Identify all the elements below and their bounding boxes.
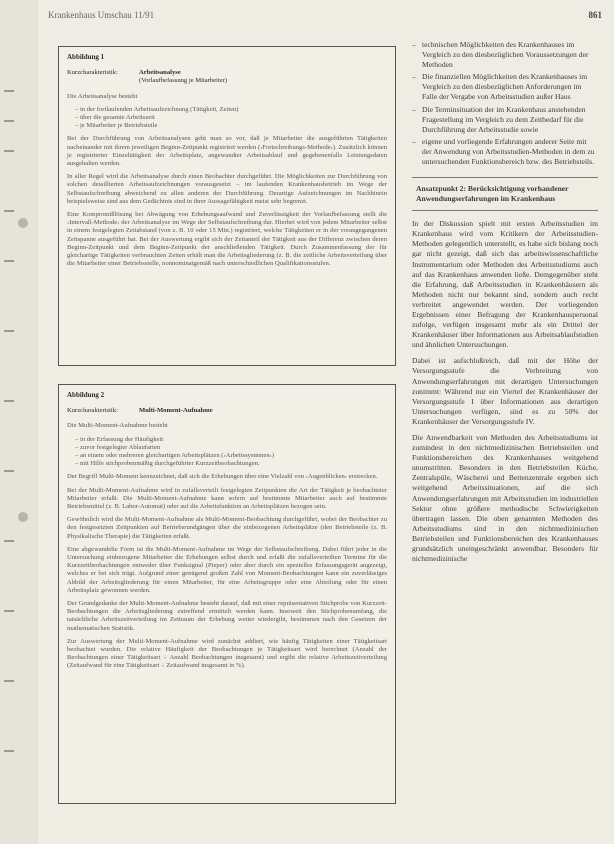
characteristic-value: Arbeitsanalyse xyxy=(139,69,181,77)
figure-2-paragraph: Der Grundgedanke der Multi-Moment-Aufnahme besteht darauf, daß mit einer repräsentativen Stichprobe von Kurzzeit-Beobachtungen die Arbeitsgliederung zutreffend ermittelt werden kann. Insoweit den Stichprobenumfang, die tatsächliche Arbeitszeitverteilung im Zeitraum der Erhebung weiter wiedergibt, bestimmen nach den Gesetzen der mathematischen Statistik. xyxy=(67,600,387,632)
body-paragraph: Dabei ist aufschlußreich, daß mit der Höhe der Versorgungsstufe die Verbreitung von Anwendungserfahrungen mit derartigen Untersuchungen zunimmt: Während nur ein Viertel der Krankenhäuser der Versorgungsstufe I über Informationen aus derartigen Untersuchungen verfügen, sind es zu 50% der Krankenhäuser der Versorgungsstufe IV. xyxy=(412,356,598,426)
figure-2-paragraph: Eine abgewandelte Form ist die Multi-Moment-Aufnahme im Wege der Selbstaufschreibung. Dabei führt jeder in die Untersuchung einbezogene Mitarbeiter die Erhebungen selbst durch und erfaßt die zufallsverteilten Termine für die Kurzzeitbeobachtungen entweder über Funksignal (Pieper) oder aber durch ein spezielles Erfassungsgerät angezeigt, welches er bei sich trägt. Aufgrund einer genügend großen Zahl von Moment-Beobachtungen kann ein zuverlässiges Abbild der Arbeitsgliederung für einen Mitarbeiter, für eine Arbeitsgruppe oder eine Abteilung oder für einen Arbeitsplatz gewonnen werden. xyxy=(67,545,387,594)
figure-1-label: Abbildung 1 xyxy=(67,53,105,61)
characteristic-value: Multi-Moment-Aufnahme xyxy=(139,407,213,415)
figure-2-paragraph: Der Begriff Multi-Moment kennzeichnet, daß sich die Erhebungen über eine Vielzahl von ›Augenblicken‹ erstrecken. xyxy=(67,473,378,481)
list-item: – über die gesamte Arbeitszeit xyxy=(75,114,387,122)
list-item: – je Mitarbeiter je Betriebsteile xyxy=(75,122,387,130)
figure-2-characteristic xyxy=(67,407,387,415)
page-number: 861 xyxy=(588,10,602,20)
figure-1-intro: Die Arbeitsanalyse besteht xyxy=(67,92,138,100)
figure-2-paragraph: Bei der Multi-Moment-Aufnahme wird in zufallsverteilt festgelegten Zeitpunkten die Art der Tätigkeit je beobachteter Mitarbeiter erfaßt. Die Multi-Moment-Aufnahme kann sofern auf bestimmte Mitarbeiter auch auf bestimmte Betriebsmittel (z. B. Labor-Automat) oder auf die Arbeitsfunktion an Arbeitsplätzen bezogen sein. xyxy=(67,486,387,511)
characteristic-sub: (Vorlaufbefassung je Mitarbeiter) xyxy=(139,77,228,85)
figure-1-list xyxy=(67,106,387,131)
list-item: – in der fortlaufenden Arbeitsaufzeichnung (Tätigkeit, Zeiten) xyxy=(75,106,387,114)
top-list xyxy=(412,40,598,167)
punch-hole xyxy=(18,218,28,228)
figure-1-box xyxy=(58,46,396,366)
figure-1-paragraph: Eine Kompromißlösung bei Abwägung von Erhebungsaufwand und Zuverlässigkeit der Vorlaufbefassung stellt die ›Intervall-Methode‹ der Arbeitsanalyse im Wege der Selbstaufschreibung dar. Hierbei wird von jedem Mitarbeiter selbst in einem festgelegten Zeitabstand (von z. B. 10 oder 15 Min.) registriert, welche Tätigkeiten er in der vorangegangenen Zeitspanne ausgeführt hat. Bei der Auswertung ergibt sich der Zeitanteil der Tätigkeit aus der Differenz zwischen deren Beginn-Zeitpunkt und dem Beginn-Zeitpunkt der anschließenden Tätigkeit. Durch Zusammenfassung der für gleichartige Tätigkeiten verbrauchten Zeiten erhält man die Arbeitsgliederung (z. B. die zeitliche Arbeitsverteilung über die Mitarbeiter einer Betriebsstelle, nonnominatgemäß nach unterschiedlichen Qualifikationsstufen. xyxy=(67,211,387,268)
characteristic-key: Kurzcharakteristik: xyxy=(67,407,118,415)
list-item: – technischen Möglichkeiten des Krankenhauses im Vergleich zu den diesbezüglichen Voraussetzungen der Methoden xyxy=(422,40,598,70)
running-title: Krankenhaus Umschau 11/91 xyxy=(48,10,155,20)
punch-hole xyxy=(18,512,28,522)
figure-2-paragraph: Gewöhnlich wird die Multi-Moment-Aufnahme als Multi-Moment-Beobachtung durchgeführt, wobei der Beobachter zu den festgesetzten Zeitpunkten auf Betriebsrundgängen über die einbezogenen Arbeitsplätze (den Betriebsteile (z. B. Physikalische Therapie) die Tätigkeiten erfaßt. xyxy=(67,516,387,540)
list-item: – in der Erfassung der Häufigkeit xyxy=(75,436,387,444)
body-paragraph: Die Anwendbarkeit von Methoden des Arbeitsstudiums ist zumindest in den nichtmedizinischen Betriebsteilen und Funktionsbereichen des Krankenhauses weitgehend unumstritten. Besonders in den Betriebsteilen Küche, Zentralspüle, Wäscherei und Bettenzentrale ergeben sich weitgehend Arbeitssituationen, auf die sich Anwendungserfahrungen mit Arbeitsstudien im industriellen Sektor ohne größere methodische Schwierigkeiten übertragen lassen. Die oben genannten Methoden des Arbeitsstudiums sind in den nichtmedizinischen Betriebsteilen und Funktionsbereichen des Krankenhauses grundsätzlich uneingeschränkt anwendbar. Besonders für nichtmedizinische xyxy=(412,433,598,564)
figure-1-paragraph: In aller Regel wird die Arbeitsanalyse durch einen Beobachter durchgeführt. Die Möglichkeiten zur Durchführung von solchen detaillierten Arbeitsaufzeichnungen vorausgesetzt – im laufenden Krankenhausbetrieb im Wege der Selbstaufschreibung abweichend zu allen anderen der Durchführung. Derartige Aufzeichnungen im Nachhinein beispielsweise sind aus dem Gedächtnis sind in ihrer Aussagefähigkeit meist sehr begrenzt. xyxy=(67,173,387,205)
figure-2-label: Abbildung 2 xyxy=(67,391,105,399)
list-item: – zuvor festgelegter Ablaufarten xyxy=(75,444,387,452)
body-paragraph: In der Diskussion spielt mit ersten Arbeitsstudien im Krankenhaus wird vom Kritikern der Arbeitsstudien-Methoden gelegentlich unterstellt, es habe sich bislang noch gar nicht gezeigt, daß sich das arbeitswissenschaftliche Instrumentarium oder Methoden des Arbeitsstudiums auch auf das Krankenhaus anwenden ließe. Demgegenüber steht die Erfahrung, daß Arbeitsstudien in Krankenhäusern als Methoden nicht nur bekannt sind, sondern auch recht verbreitet angewendet werden. Der vorliegenden Ergebnissen einer Befragung der Krankenhauspersonal zufolge, verfügen insgesamt mehr als ein Drittel der Krankenhäuser über Informationen aus Arbeitsablaufstudien und ähnlichen Untersuchungen. xyxy=(412,219,598,350)
figure-1-paragraph: Bei der Durchführung von Arbeitsanalysen geht man so vor, daß je Mitarbeiter die ausgeführten Tätigkeiten nacheinander mit ihrem jeweiligen Beginn-Zeitpunkt registriert werden (›Fortschreibungs-Methode‹). Zusätzlich können je registrierter Einzeltätigkeit der Arbeitsplatz, angewandter Arbeitsablauf und gegebenenfalls Leistungsdaten ausgehalten werden. xyxy=(67,135,387,168)
list-item: – an einem oder mehreren gleichartigen Arbeitsplätzen (›Arbeitssystemen‹) xyxy=(75,452,387,460)
figure-2-list xyxy=(67,436,387,469)
figure-2-paragraph: Zur Auswertung der Multi-Moment-Aufnahme wird zunächst addiert, wie häufig Tätigkeiten einer Tätigkeitsart beobachtet wurden. Die relative Häufigkeit der Beobachtungen je Tätigkeitsart wird berechnet (Anzahl der Beobachtungen einer Tätigkeitsart ÷ Anzahl Beobachtungen insgesamt) und ergibt die relative Arbeitszeitverteilung (Zeitaufwand für eine Tätigkeitsart ÷ Zeitaufwand insgesamt in %). xyxy=(67,637,387,670)
list-item: – Die Terminsituation der im Krankenhaus anstehenden Fragestellung im Vergleich zu dem Zeitbedarf für die Durchführung der Arbeitsstudie sowie xyxy=(422,105,598,135)
right-text-column xyxy=(412,40,598,570)
running-header xyxy=(48,10,602,24)
characteristic-key: Kurzcharakteristik: xyxy=(67,69,118,77)
figure-2-box xyxy=(58,384,396,804)
list-item: – Die finanziellen Möglichkeiten des Krankenhauses im Vergleich zu den diesbezüglichen Anforderungen im Falle der Vergabe von Arbeitsstudien außer Haus xyxy=(422,72,598,102)
section-heading: Ansatzpunkt 2: Berücksichtigung vorhandener Anwendungserfahrungen im Krankenhaus xyxy=(412,177,598,211)
list-item: – eigene und vorliegende Erfahrungen anderer Seite mit der Anwendung von Arbeitsstudien-Methoden in dem zu untersuchenden Funktionsbereich bzw. des Betriebsteils. xyxy=(422,137,598,167)
figure-1-characteristic xyxy=(67,69,387,85)
adjacent-page-edge xyxy=(0,0,39,844)
figure-2-intro: Die Multi-Moment-Aufnahme besteht xyxy=(67,422,168,430)
list-item: – mit Hilfe stichprobenmäßig durchgeführter Kurzzeitbeobachtungen. xyxy=(75,460,387,468)
